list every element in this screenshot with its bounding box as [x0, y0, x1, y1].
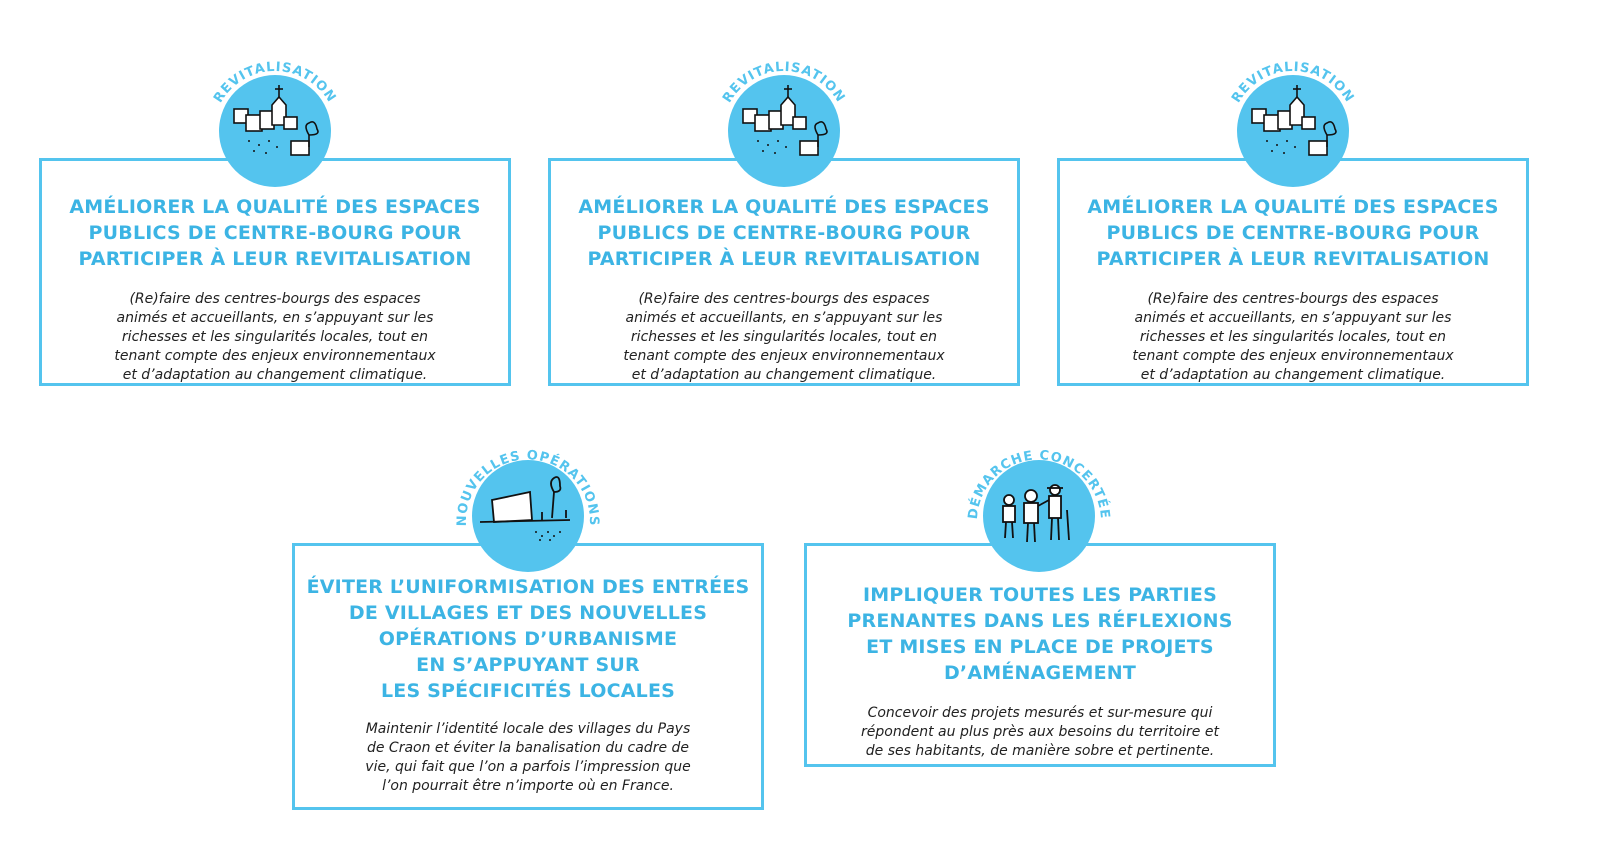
badge-label-nouvelles-operations	[448, 436, 608, 596]
card-description: Concevoir des projets mesurés et sur-mesure qui répondent au plus près aux besoins du territoire et de ses habitants, de manière sobre et pertinente.	[861, 705, 1219, 759]
card-description: Maintenir l’identité locale des villages du Pays de Craon et éviter la banalisation du cadre de vie, qui fait que l’on a parfois l’impression que l’on pourrait être n’importe où en France.	[365, 721, 691, 794]
card-description: (Re)faire des centres-bourgs des espaces animés et accueillants, en s’appuyant sur les richesses et les singularités locales, tout en tenant compte des enjeux environnementaux et d’adaptation au changement climatique.	[1132, 291, 1454, 383]
svg-text:REVITALISATION: REVITALISATION	[1229, 59, 1357, 106]
svg-text:REVITALISATION: REVITALISATION	[720, 59, 848, 106]
badge-label-revitalisation	[195, 51, 355, 211]
card-description: (Re)faire des centres-bourgs des espaces animés et accueillants, en s’appuyant sur les richesses et les singularités locales, tout en tenant compte des enjeux environnementaux et d’adaptation au changement climatique.	[623, 291, 945, 383]
card-description: (Re)faire des centres-bourgs des espaces animés et accueillants, en s’appuyant sur les richesses et les singularités locales, tout en tenant compte des enjeux environnementaux et d’adaptation au changement climatique.	[114, 291, 436, 383]
card-title: ÉVITER L’UNIFORMISATION DES ENTRÉES DE VILLAGES ET DES NOUVELLES OPÉRATIONS D’URBANISME EN S’APPUYANT SUR LES SPÉCIFICITÉS LOCALES	[306, 576, 750, 702]
card-title: AMÉLIORER LA QUALITÉ DES ESPACES PUBLICS DE CENTRE-BOURG POUR PARTICIPER À LEUR REVITALISATION	[578, 196, 990, 270]
badge-label-demarche-concertee	[959, 436, 1119, 596]
svg-text:NOUVELLES OPÉRATIONS: NOUVELLES OPÉRATIONS	[454, 448, 602, 527]
card-title: AMÉLIORER LA QUALITÉ DES ESPACES PUBLICS DE CENTRE-BOURG POUR PARTICIPER À LEUR REVITALISATION	[69, 196, 481, 270]
card-title: IMPLIQUER TOUTES LES PARTIES PRENANTES DANS LES RÉFLEXIONS ET MISES EN PLACE DE PROJETS D’AMÉNAGEMENT	[847, 584, 1233, 684]
card-title: AMÉLIORER LA QUALITÉ DES ESPACES PUBLICS DE CENTRE-BOURG POUR PARTICIPER À LEUR REVITALISATION	[1087, 196, 1499, 270]
badge-label-revitalisation	[704, 51, 864, 211]
svg-text:DÉMARCHE CONCERTÉE: DÉMARCHE CONCERTÉE	[965, 448, 1113, 520]
badge-label-revitalisation	[1213, 51, 1373, 211]
svg-text:REVITALISATION: REVITALISATION	[211, 59, 339, 106]
